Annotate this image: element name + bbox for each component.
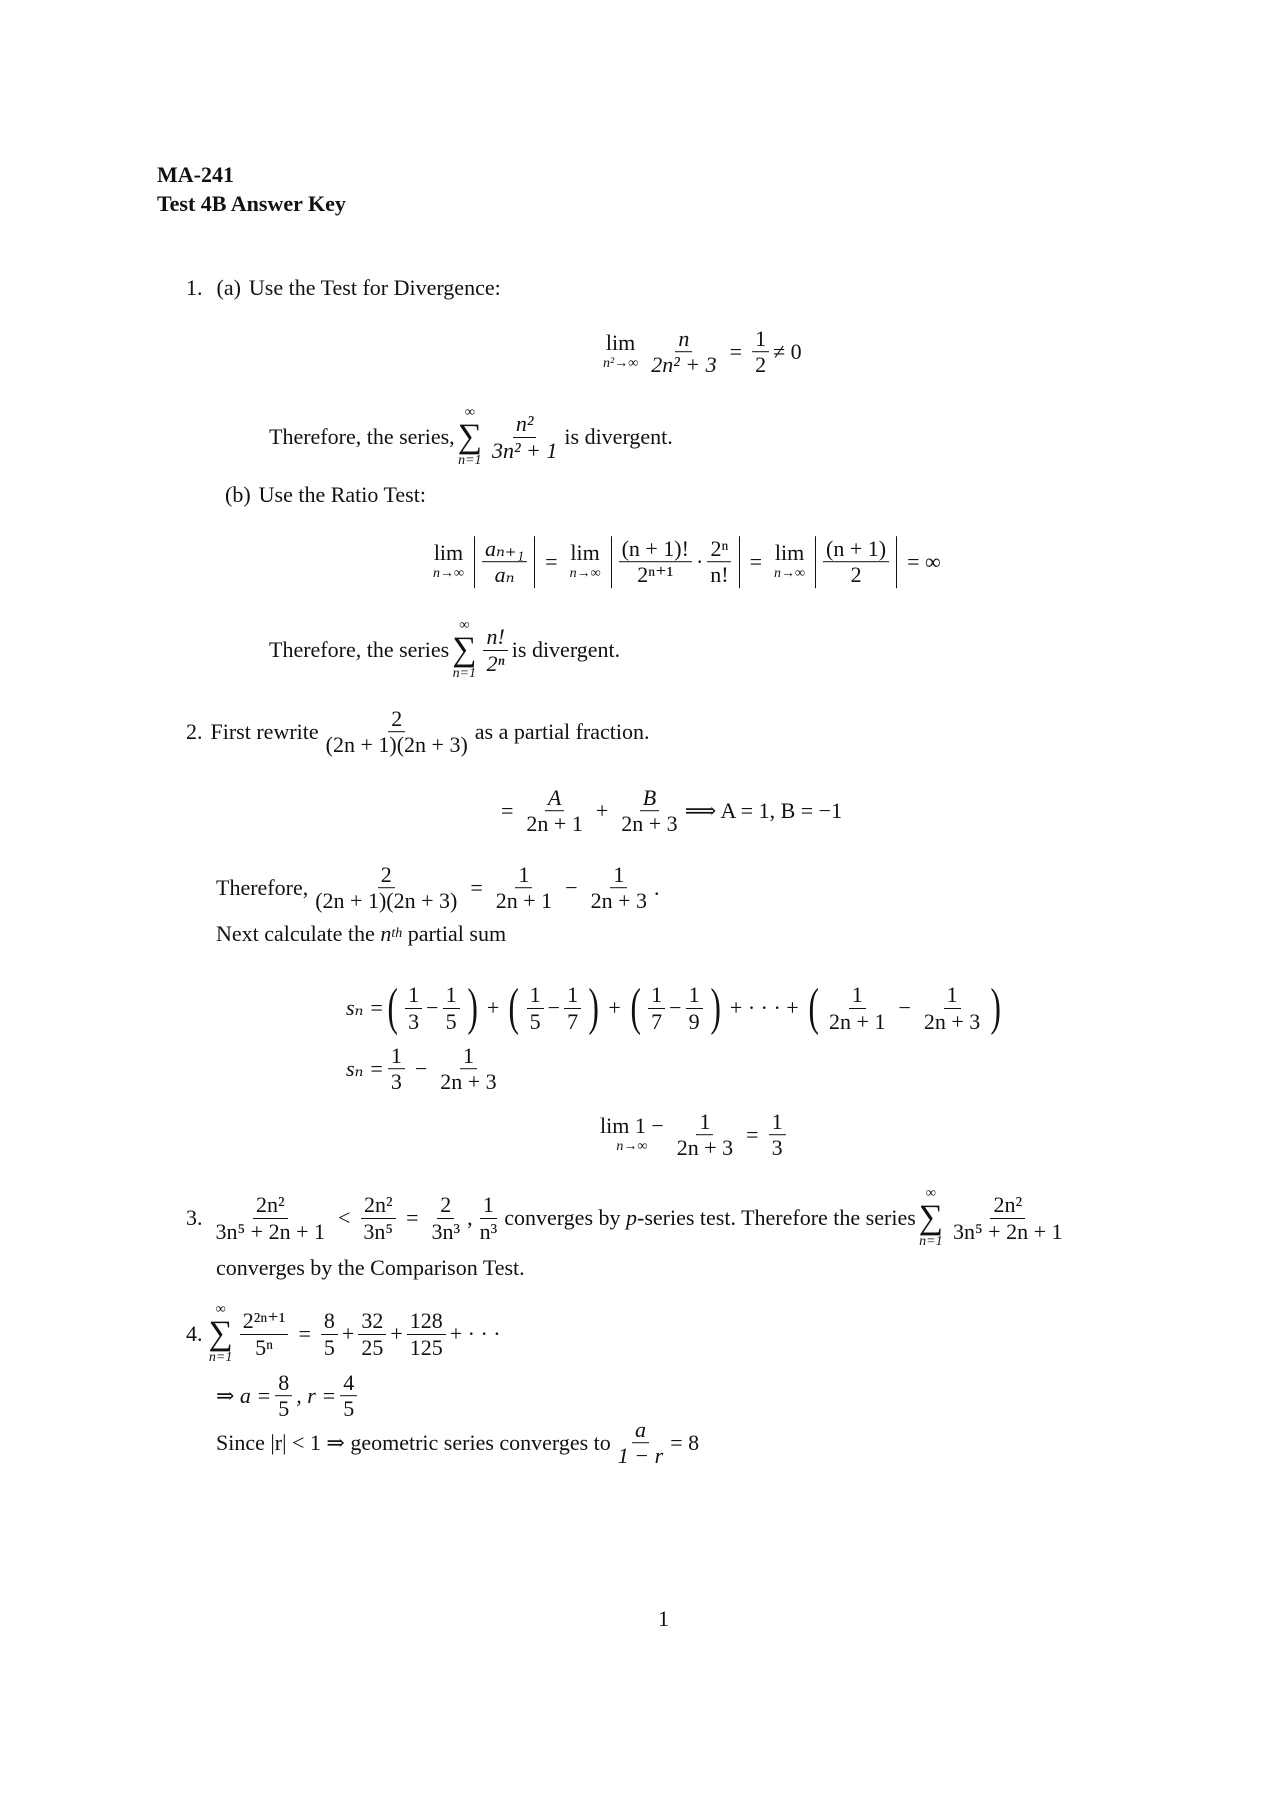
denominator: 9: [688, 1008, 700, 1034]
numerator: 2: [437, 1192, 454, 1218]
text: Next calculate the: [216, 921, 375, 946]
denominator: n!: [710, 562, 729, 588]
fraction: [523, 785, 585, 837]
fraction: [429, 1192, 464, 1244]
minus: −: [547, 995, 561, 1020]
q2-therefore: [216, 862, 660, 914]
fraction: [752, 326, 769, 378]
minus: −: [414, 1056, 428, 1081]
text: First rewrite: [210, 719, 319, 744]
result: = 8: [670, 1430, 700, 1455]
sum-symbol: ∑: [208, 1315, 233, 1352]
denominator: 1 − r: [617, 1443, 664, 1469]
limit: [774, 540, 806, 582]
summation: [452, 619, 476, 681]
lim-word: lim: [570, 540, 600, 566]
fraction: [615, 1417, 666, 1469]
fraction: [950, 1192, 1065, 1244]
fraction: [213, 1192, 328, 1244]
lim-sub: n²→∞: [603, 356, 639, 372]
denominator: 2n + 1: [829, 1008, 886, 1034]
title-text: Test 4B Answer Key: [157, 191, 346, 216]
period: .: [654, 875, 660, 900]
fraction: [360, 1192, 396, 1244]
lim-word: lim: [433, 540, 464, 566]
denominator: 125: [409, 1334, 443, 1360]
denominator: n³: [479, 1218, 498, 1244]
page-number-text: 1: [658, 1606, 669, 1631]
denominator: 5: [323, 1334, 335, 1360]
paren: ): [467, 979, 478, 1036]
denominator: 2n + 3: [923, 1008, 981, 1034]
fraction: [493, 862, 555, 914]
fraction: [648, 326, 719, 378]
fraction: [823, 536, 889, 588]
equals: =: [406, 1205, 419, 1230]
fraction: [321, 1308, 338, 1360]
denominator: 2ⁿ: [486, 650, 505, 676]
fraction: [648, 982, 665, 1034]
fraction: [564, 982, 581, 1034]
sum-top: ∞: [925, 1186, 936, 1201]
fraction: [686, 982, 703, 1034]
q4-line: [186, 1303, 501, 1365]
denominator: 3n³: [431, 1218, 461, 1244]
minus: −: [565, 875, 578, 900]
numerator: a: [632, 1417, 649, 1443]
limit: [603, 330, 639, 372]
q4-conclusion: [216, 1417, 699, 1469]
fraction: [482, 536, 527, 588]
sum-symbol: ∑: [452, 631, 477, 668]
absolute-value: [815, 536, 897, 588]
lim-word: lim: [605, 330, 636, 356]
denominator: 7: [651, 1008, 663, 1034]
q1-heading: [186, 275, 501, 301]
numerator: 32: [358, 1308, 386, 1334]
fraction: [477, 1192, 501, 1244]
numerator: 4: [340, 1370, 357, 1396]
denominator: (2n + 1)(2n + 3): [315, 888, 458, 914]
text: partial sum: [407, 921, 507, 946]
paren: (: [808, 979, 819, 1036]
numerator: 8: [321, 1308, 338, 1334]
limit: [569, 540, 601, 582]
course-code: [157, 162, 234, 188]
text: Since |r| < 1 ⇒ geometric series converges to: [216, 1430, 611, 1455]
minus: −: [898, 995, 911, 1020]
p: p: [626, 1205, 638, 1230]
denominator: 2n + 3: [676, 1135, 734, 1161]
limit: [433, 540, 464, 582]
q1b-heading: [225, 482, 426, 508]
text: as a partial fraction.: [474, 719, 650, 744]
equals: =: [749, 549, 763, 574]
q1a-text: Use the Test for Divergence:: [248, 275, 501, 300]
denominator: 2n + 1: [495, 888, 553, 914]
minus: −: [426, 995, 439, 1020]
q2-next: [216, 921, 506, 947]
denominator: 2n² + 3: [651, 352, 717, 378]
denominator: 2: [850, 562, 862, 588]
fraction: [921, 982, 983, 1034]
q1a-conclusion: [269, 406, 673, 468]
fraction: [527, 982, 544, 1034]
n: n: [380, 921, 392, 946]
dots: + · · · +: [729, 995, 799, 1020]
lim-sub: n→∞: [569, 566, 601, 582]
summation: [919, 1187, 943, 1249]
fraction: [483, 624, 507, 676]
text: , r =: [296, 1383, 337, 1408]
text: converges by: [504, 1205, 621, 1230]
numerator: 1: [527, 982, 544, 1008]
text: ⇒ a =: [216, 1383, 272, 1408]
numerator: 2: [378, 862, 395, 888]
result: ⟹ A = 1, B = −1: [684, 798, 843, 823]
lim-expression: lim 1 −: [600, 1113, 664, 1139]
fraction: [240, 1308, 289, 1360]
numerator: (n + 1): [823, 536, 889, 562]
plus: +: [341, 1321, 355, 1346]
sn-label: sₙ =: [346, 1056, 384, 1081]
page-title: [157, 191, 346, 217]
dots: + · · ·: [449, 1321, 501, 1346]
sum-top: ∞: [464, 405, 475, 420]
lim-sub: n→∞: [433, 566, 464, 582]
plus: +: [486, 995, 500, 1020]
numerator: 2n²: [990, 1192, 1025, 1218]
numerator: 2n²: [253, 1192, 288, 1218]
equals: =: [545, 549, 558, 574]
denominator: 2ⁿ⁺¹: [637, 562, 674, 588]
q4-a-r: [216, 1370, 361, 1422]
denominator: 3n⁵ + 2n + 1: [953, 1218, 1063, 1244]
numerator: 2ⁿ: [707, 536, 731, 562]
fraction: [358, 1308, 386, 1360]
numerator: 1: [849, 982, 866, 1008]
q2-sn-result: [346, 1043, 504, 1095]
paren: ): [588, 979, 599, 1036]
denominator: 5: [529, 1008, 541, 1034]
paren: ): [990, 979, 1002, 1036]
denominator: 2n + 3: [440, 1069, 497, 1095]
fraction: [489, 411, 560, 463]
numerator: aₙ₊₁: [482, 536, 527, 562]
equals-infinity: = ∞: [907, 549, 941, 574]
numerator: A: [545, 785, 564, 811]
numerator: 2²ⁿ⁺¹: [240, 1308, 289, 1334]
fraction: [826, 982, 888, 1034]
not-equal-zero: ≠ 0: [773, 339, 802, 364]
denominator: 2n + 1: [526, 811, 583, 837]
fraction: [707, 536, 731, 588]
paren: ): [710, 979, 721, 1036]
minus: −: [669, 995, 682, 1020]
denominator: 3n⁵ + 2n + 1: [215, 1218, 325, 1244]
sum-bottom: n=1: [208, 1350, 233, 1365]
denominator: (2n + 1)(2n + 3): [325, 732, 468, 758]
numerator: 1: [769, 1109, 786, 1135]
q1a-limit-equation: [597, 326, 802, 378]
fraction: [407, 1308, 446, 1360]
numerator: 1: [752, 326, 769, 352]
fraction: [674, 1109, 736, 1161]
numerator: n²: [513, 411, 537, 437]
q3-line: [186, 1187, 1070, 1249]
sum-symbol: ∑: [918, 1199, 944, 1236]
sum-symbol: ∑: [457, 418, 482, 455]
paren: (: [387, 979, 398, 1036]
text: Therefore, the series,: [269, 424, 455, 449]
numerator: 2: [388, 706, 405, 732]
absolute-value: [611, 536, 740, 588]
lim-sub: n→∞: [774, 566, 806, 582]
numerator: 1: [610, 862, 627, 888]
numerator: 1: [480, 1192, 497, 1218]
sn-label: sₙ =: [346, 995, 384, 1020]
numerator: 1: [696, 1109, 713, 1135]
fraction: [275, 1370, 292, 1422]
fraction: [769, 1109, 786, 1161]
numerator: 1: [460, 1043, 477, 1069]
fraction: [340, 1370, 357, 1422]
denominator: 5ⁿ: [255, 1334, 274, 1360]
lim-word: lim: [774, 540, 805, 566]
course-code-text: MA-241: [157, 162, 234, 187]
q1-number: 1.: [186, 275, 203, 300]
equals: =: [501, 798, 514, 823]
fraction: [388, 1043, 405, 1095]
denominator: 3: [771, 1135, 783, 1161]
sum-top: ∞: [459, 618, 470, 633]
absolute-value: [474, 536, 535, 588]
numerator: 1: [388, 1043, 405, 1069]
denominator: 3: [390, 1069, 402, 1095]
fraction: [619, 536, 692, 588]
text: Therefore, the series: [269, 637, 450, 662]
q2-sn-expansion: [346, 979, 1005, 1036]
plus: +: [390, 1321, 403, 1346]
denominator: 5: [278, 1396, 290, 1422]
plus: +: [608, 995, 621, 1020]
text: converges by the Comparison Test.: [216, 1255, 525, 1280]
paren: (: [630, 979, 641, 1036]
numerator: 2n²: [361, 1192, 396, 1218]
q4-number: 4.: [186, 1321, 203, 1346]
denominator: 2n + 3: [590, 888, 648, 914]
equals: =: [746, 1122, 759, 1147]
denominator: aₙ: [494, 562, 515, 588]
numerator: n!: [483, 624, 507, 650]
numerator: n: [675, 326, 692, 352]
fraction: [443, 982, 460, 1034]
q3-conclusion: [216, 1255, 525, 1281]
sum-bottom: n=1: [452, 666, 477, 681]
equals: =: [298, 1321, 311, 1346]
q1b-text: Use the Ratio Test:: [258, 482, 426, 507]
q2-limit: [594, 1109, 790, 1161]
numerator: (n + 1)!: [619, 536, 692, 562]
numerator: 1: [564, 982, 581, 1008]
numerator: 8: [275, 1370, 292, 1396]
q1b-label: (b): [225, 482, 251, 507]
denominator: 25: [361, 1334, 384, 1360]
plus: +: [595, 798, 609, 823]
sum-top: ∞: [215, 1302, 226, 1317]
text: Therefore,: [216, 875, 309, 900]
text: is divergent.: [511, 637, 621, 662]
denominator: 5: [445, 1008, 457, 1034]
q1b-conclusion: [269, 619, 620, 681]
q2-heading: [186, 706, 649, 758]
denominator: 3: [408, 1008, 420, 1034]
q1a-label: (a): [216, 275, 241, 300]
numerator: 1: [515, 862, 532, 888]
sum-bottom: n=1: [458, 453, 482, 468]
limit: [600, 1113, 664, 1155]
numerator: 1: [944, 982, 961, 1008]
text: -series test. Therefore the series: [637, 1205, 916, 1230]
denominator: 2: [755, 352, 767, 378]
numerator: 1: [686, 982, 703, 1008]
summation: [209, 1303, 233, 1365]
th: th: [391, 926, 403, 941]
denominator: 5: [343, 1396, 355, 1422]
numerator: 1: [648, 982, 665, 1008]
fraction: [437, 1043, 499, 1095]
equals: =: [470, 875, 483, 900]
fraction: [588, 862, 650, 914]
sum-bottom: n=1: [919, 1234, 943, 1249]
equals: =: [729, 339, 743, 364]
comma: ,: [467, 1205, 473, 1230]
q2-number: 2.: [186, 719, 203, 744]
denominator: 7: [567, 1008, 579, 1034]
dot: ·: [695, 549, 704, 574]
paren: (: [508, 979, 520, 1036]
denominator: 3n² + 1: [491, 437, 558, 463]
less-than: <: [337, 1205, 351, 1230]
lim-sub: n→∞: [616, 1139, 648, 1155]
numerator: 128: [407, 1308, 446, 1334]
numerator: 1: [405, 982, 422, 1008]
denominator: 2n + 3: [621, 811, 678, 837]
text: is divergent.: [564, 424, 673, 449]
q3-number: 3.: [186, 1205, 203, 1230]
fraction: [618, 785, 680, 837]
fraction: [312, 862, 460, 914]
denominator: 3n⁵: [363, 1218, 394, 1244]
summation: [458, 406, 482, 468]
q1b-ratio-equation: [427, 536, 947, 588]
fraction: [405, 982, 422, 1034]
numerator: 1: [443, 982, 460, 1008]
fraction: [323, 706, 471, 758]
numerator: B: [640, 785, 659, 811]
q2-partial-fraction: [495, 785, 842, 837]
page-number: [658, 1606, 669, 1632]
